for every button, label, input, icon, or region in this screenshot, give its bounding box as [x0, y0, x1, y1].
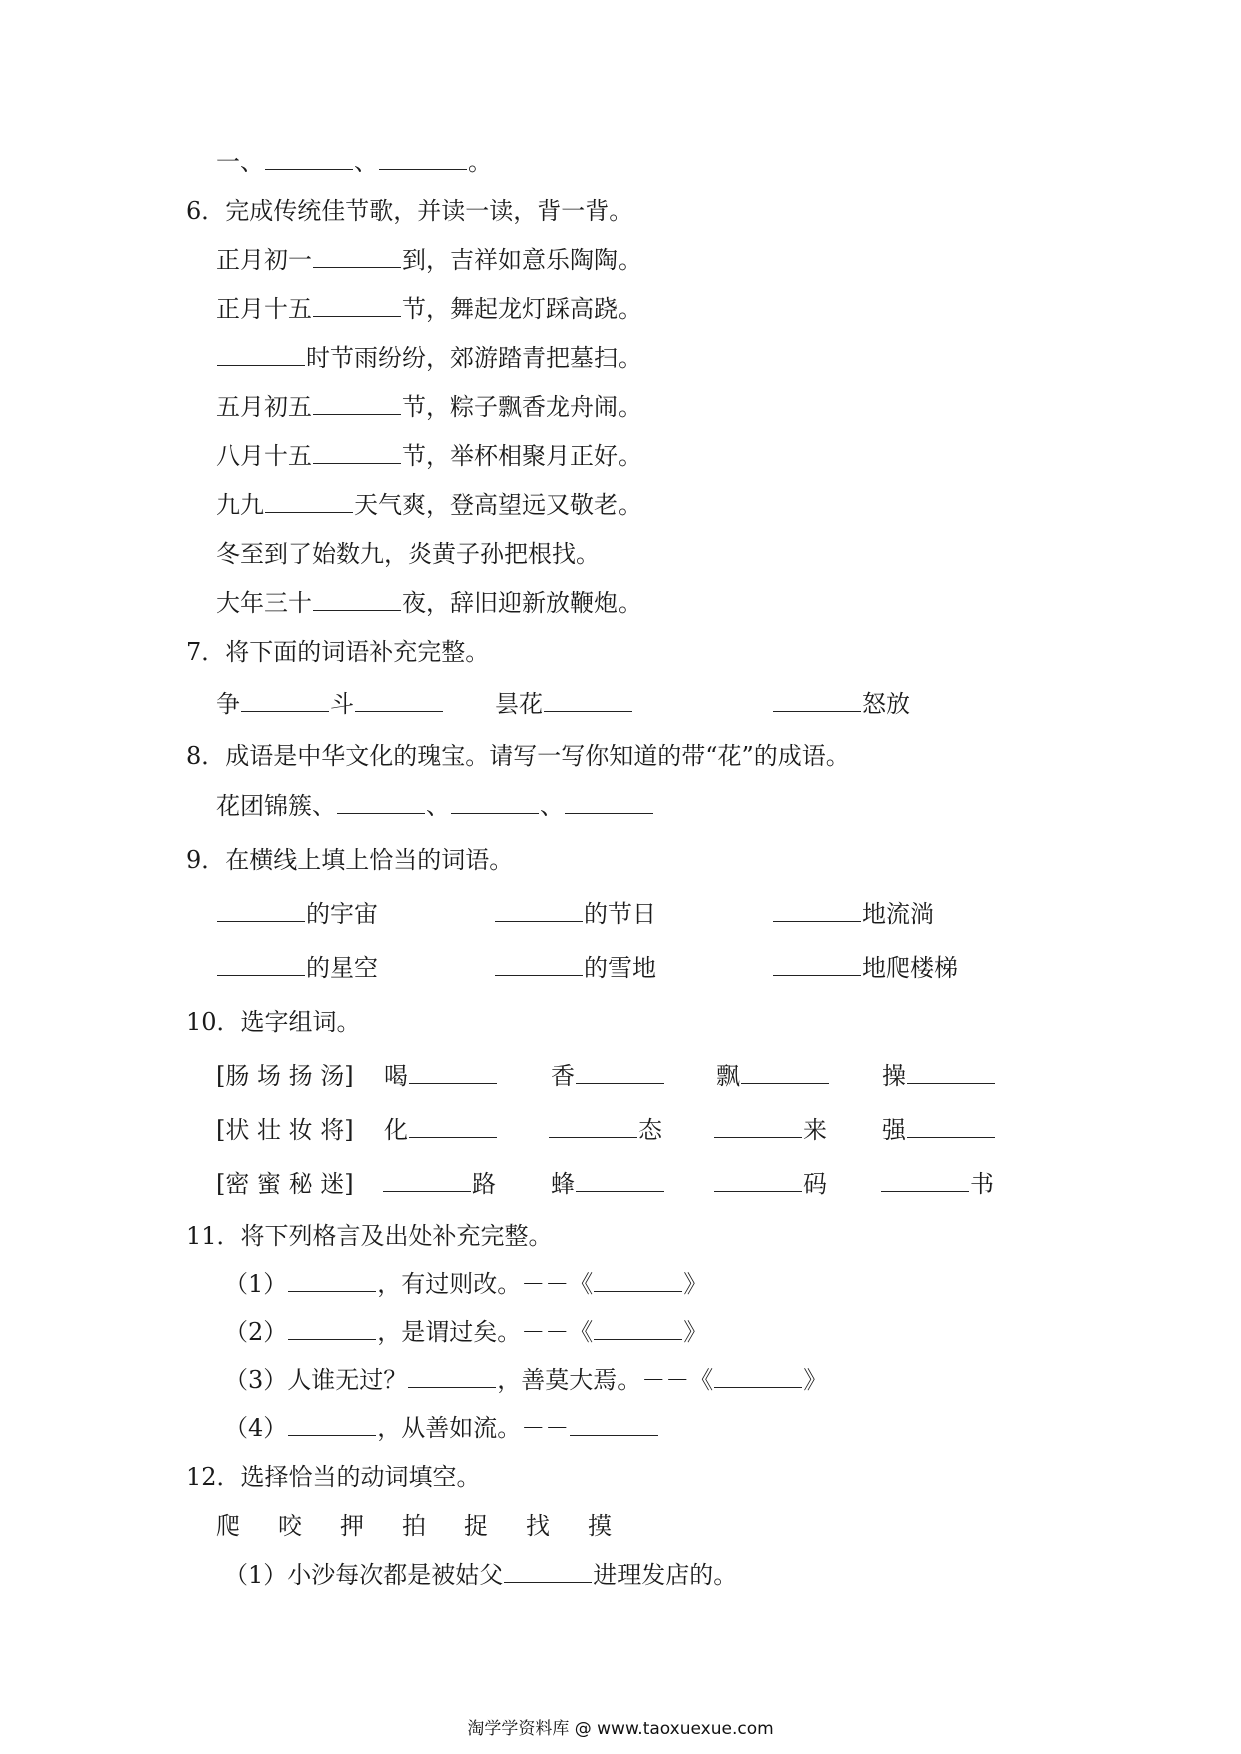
question-8-answer	[216, 788, 654, 824]
text: 八月十五	[216, 442, 312, 470]
question-12-title: 12．选择恰当的动词填空。	[186, 1463, 481, 1491]
maxim-line-1	[224, 1266, 707, 1302]
question-11-title: 11．将下列格言及出处补充完整。	[186, 1222, 553, 1250]
answer-blank[interactable]	[549, 1113, 637, 1138]
answer-blank[interactable]	[544, 687, 632, 712]
festival-line-2	[216, 291, 642, 327]
answer-blank[interactable]	[217, 951, 305, 976]
festival-line-1	[216, 242, 642, 278]
answer-blank[interactable]	[570, 1411, 658, 1436]
verb-option: 摸	[588, 1512, 612, 1540]
text: 争	[216, 690, 240, 718]
answer-blank[interactable]	[504, 1558, 592, 1583]
question-9-row-1	[0, 896, 1241, 932]
text: ，从善如流。－－	[377, 1414, 570, 1442]
text: 路	[472, 1170, 496, 1198]
text: 花团锦簇、	[216, 792, 336, 820]
answer-blank[interactable]	[594, 1267, 682, 1292]
question-10-row-2	[0, 1112, 1241, 1148]
text: 夜，辞旧迎新放鞭炮。	[402, 589, 642, 617]
word-item	[716, 1058, 830, 1094]
festival-line-6	[216, 487, 642, 523]
text: 的节日	[584, 900, 656, 928]
question-7-row	[0, 686, 1241, 722]
verb-option: 咬	[278, 1512, 302, 1540]
answer-blank[interactable]	[265, 488, 353, 513]
answer-blank[interactable]	[217, 897, 305, 922]
answer-blank[interactable]	[409, 1059, 497, 1084]
text: 强	[882, 1116, 906, 1144]
answer-blank[interactable]	[337, 789, 425, 814]
text: 到，吉祥如意乐陶陶。	[402, 246, 642, 274]
festival-line-3	[216, 340, 642, 376]
text: 节，舞起龙灯踩高跷。	[402, 295, 642, 323]
text: （1）	[224, 1270, 288, 1298]
festival-line-7: 冬至到了始数九，炎黄子孙把根找。	[216, 540, 600, 568]
answer-blank[interactable]	[408, 1363, 496, 1388]
word-item	[382, 1166, 496, 1202]
answer-blank[interactable]	[565, 789, 653, 814]
text: （1）小沙每次都是被姑父	[224, 1561, 504, 1589]
text: 。	[468, 148, 492, 176]
text: 码	[803, 1170, 827, 1198]
text: （4）	[224, 1414, 288, 1442]
text: 飘	[716, 1062, 740, 1090]
answer-blank[interactable]	[907, 1113, 995, 1138]
text: 节，粽子飘香龙舟闹。	[402, 393, 642, 421]
text: 操	[882, 1062, 906, 1090]
word-item	[548, 1112, 662, 1148]
question-10-row-1	[0, 1058, 1241, 1094]
answer-blank[interactable]	[495, 897, 583, 922]
text: 》	[683, 1270, 708, 1298]
word-item	[882, 1112, 996, 1148]
text: 的宇宙	[306, 900, 378, 928]
text: ，是谓过矣。－－《	[377, 1318, 594, 1346]
text: 斗	[330, 690, 354, 718]
answer-blank[interactable]	[288, 1411, 376, 1436]
text: 一、	[216, 148, 264, 176]
answer-blank[interactable]	[355, 687, 443, 712]
answer-blank[interactable]	[241, 687, 329, 712]
verb-option: 找	[526, 1512, 550, 1540]
festival-line-5	[216, 438, 642, 474]
answer-blank[interactable]	[907, 1059, 995, 1084]
answer-blank[interactable]	[576, 1167, 664, 1192]
answer-blank[interactable]	[741, 1059, 829, 1084]
text: 、	[540, 792, 564, 820]
word-item	[880, 1166, 994, 1202]
answer-blank[interactable]	[217, 341, 305, 366]
answer-blank[interactable]	[313, 439, 401, 464]
verb-option: 捉	[464, 1512, 488, 1540]
word-item	[384, 1112, 498, 1148]
answer-blank[interactable]	[383, 1167, 471, 1192]
maxim-line-3	[224, 1362, 827, 1398]
answer-blank[interactable]	[714, 1363, 802, 1388]
answer-blank[interactable]	[288, 1315, 376, 1340]
text: 怒放	[862, 690, 910, 718]
text: 》	[683, 1318, 708, 1346]
text: 时节雨纷纷，郊游踏青把墓扫。	[306, 344, 642, 372]
answer-blank[interactable]	[773, 951, 861, 976]
answer-blank[interactable]	[313, 586, 401, 611]
text: 的雪地	[584, 954, 656, 982]
word-item	[495, 686, 633, 722]
text: 大年三十	[216, 589, 312, 617]
question-8-title: 8．成语是中华文化的瑰宝。请写一写你知道的带“花”的成语。	[186, 742, 850, 770]
question-9-row-2	[0, 950, 1241, 986]
phrase-item	[494, 896, 656, 932]
verb-option: 爬	[216, 1512, 240, 1540]
verb-option: 押	[340, 1512, 364, 1540]
text: （3）	[224, 1366, 288, 1394]
question-12-item-1	[224, 1557, 737, 1593]
question-6-title: 6．完成传统佳节歌，并读一读，背一背。	[186, 197, 634, 225]
phrase-item	[494, 950, 656, 986]
text: 正月初一	[216, 246, 312, 274]
answer-blank[interactable]	[881, 1167, 969, 1192]
answer-blank[interactable]	[313, 390, 401, 415]
text: 昙花	[495, 690, 543, 718]
answer-blank[interactable]	[379, 145, 467, 170]
text: 蜂	[551, 1170, 575, 1198]
char-group: [肠 场 扬 汤]	[216, 1062, 354, 1090]
festival-line-4	[216, 389, 642, 425]
word-item	[713, 1166, 827, 1202]
text: 人谁无过？	[287, 1366, 408, 1394]
answer-blank[interactable]	[451, 789, 539, 814]
text: 香	[551, 1062, 575, 1090]
phrase-item	[216, 896, 378, 932]
maxim-line-2	[224, 1314, 707, 1350]
text: ，善莫大焉。－－《	[497, 1366, 714, 1394]
festival-line-8	[216, 585, 642, 621]
answer-blank[interactable]	[313, 292, 401, 317]
text: 的星空	[306, 954, 378, 982]
answer-blank[interactable]	[409, 1113, 497, 1138]
answer-blank[interactable]	[714, 1113, 802, 1138]
verb-option: 拍	[402, 1512, 426, 1540]
phrase-item	[772, 950, 958, 986]
char-group: [密 蜜 秘 迷]	[216, 1170, 354, 1198]
text: 地流淌	[862, 900, 934, 928]
text: 书	[970, 1170, 994, 1198]
text: ，有过则改。－－《	[377, 1270, 594, 1298]
word-item	[216, 686, 444, 722]
word-item	[772, 686, 910, 722]
question-10-title: 10．选字组词。	[186, 1008, 361, 1036]
answer-blank[interactable]	[773, 897, 861, 922]
text: 九九	[216, 491, 264, 519]
text: 》	[803, 1366, 828, 1394]
answer-blank[interactable]	[773, 687, 861, 712]
text: 、	[354, 148, 378, 176]
text: 来	[803, 1116, 827, 1144]
char-group: [状 壮 妆 将]	[216, 1116, 354, 1144]
question-10-row-3	[0, 1166, 1241, 1202]
word-item	[713, 1112, 827, 1148]
answer-blank[interactable]	[594, 1315, 682, 1340]
word-item	[551, 1166, 665, 1202]
maxim-line-4	[224, 1410, 659, 1446]
word-item	[882, 1058, 996, 1094]
text: 化	[384, 1116, 408, 1144]
text: 、	[426, 792, 450, 820]
answer-blank[interactable]	[495, 951, 583, 976]
phrase-item	[216, 950, 378, 986]
answer-blank[interactable]	[714, 1167, 802, 1192]
answer-blank[interactable]	[288, 1267, 376, 1292]
page-footer: 淘学学资料库 @ www.taoxuexue.com	[467, 1719, 774, 1739]
word-item	[551, 1058, 665, 1094]
question-9-title: 9．在横线上填上恰当的词语。	[186, 846, 514, 874]
answer-blank[interactable]	[576, 1059, 664, 1084]
text: 进理发店的。	[593, 1561, 738, 1589]
text: 态	[638, 1116, 662, 1144]
phrase-item	[772, 896, 934, 932]
word-item	[384, 1058, 498, 1094]
text: 天气爽，登高望远又敬老。	[354, 491, 642, 519]
text: 地爬楼梯	[862, 954, 958, 982]
answer-blank[interactable]	[313, 243, 401, 268]
continuation-line	[216, 144, 492, 180]
question-7-title: 7．将下面的词语补充完整。	[186, 638, 490, 666]
text: 节，举杯相聚月正好。	[402, 442, 642, 470]
text: 喝	[384, 1062, 408, 1090]
text: 五月初五	[216, 393, 312, 421]
text: （2）	[224, 1318, 288, 1346]
verb-options	[0, 1508, 1241, 1544]
answer-blank[interactable]	[265, 145, 353, 170]
text: 正月十五	[216, 295, 312, 323]
